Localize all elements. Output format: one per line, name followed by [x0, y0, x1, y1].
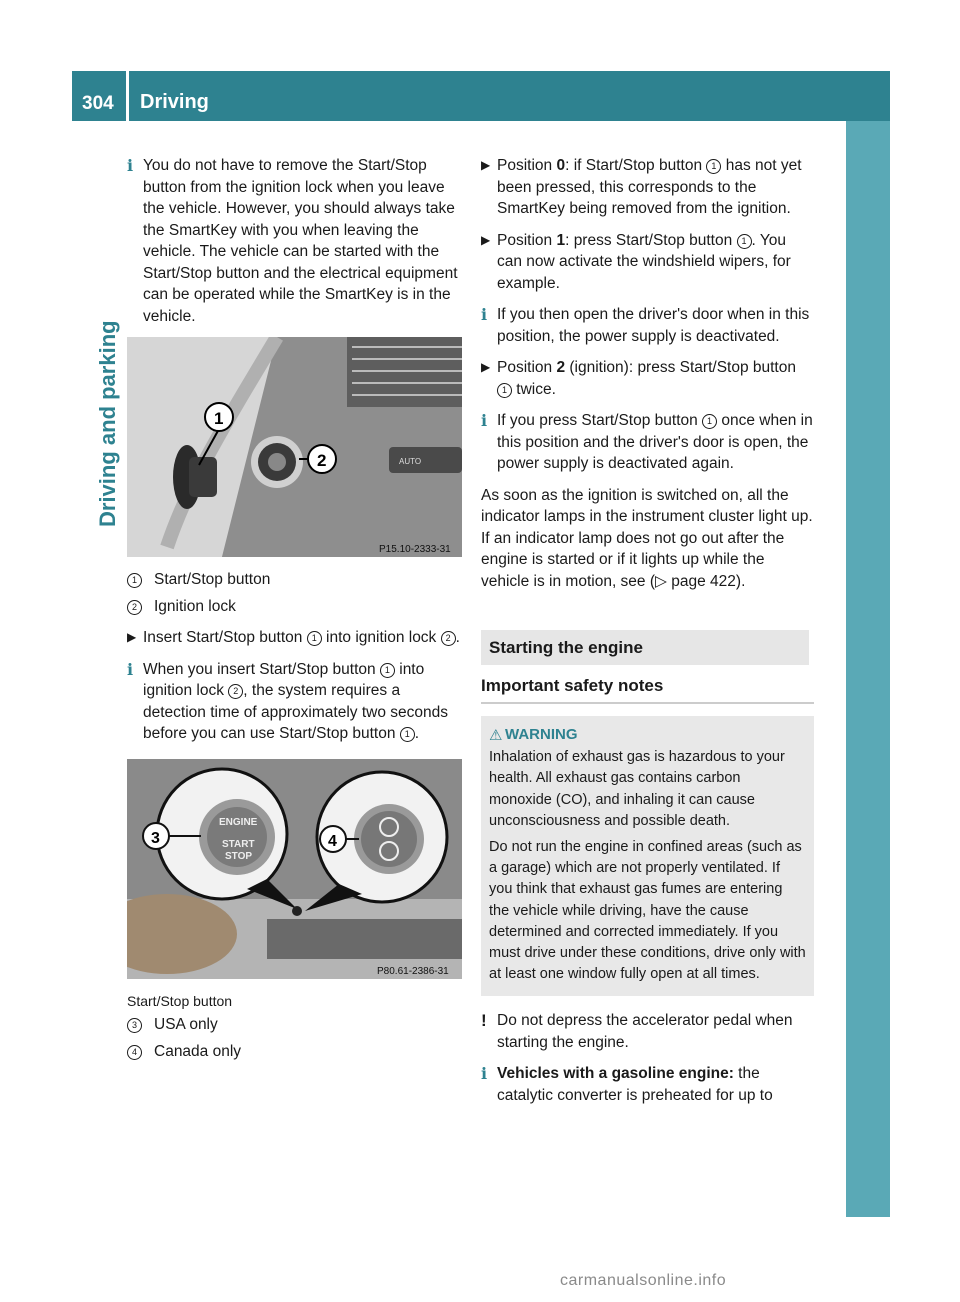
callout-1-icon: 1 — [307, 631, 322, 646]
step-text: Insert Start/Stop button — [143, 629, 307, 646]
side-title — [95, 100, 120, 530]
legend-text: Ignition lock — [154, 597, 236, 615]
legend-item-3 — [127, 1014, 462, 1036]
warning-box — [481, 716, 814, 996]
info-icon: i — [481, 1064, 488, 1084]
engine-label: ENGINE — [219, 816, 258, 828]
callout-1-icon: 1 — [127, 573, 142, 588]
step-text: into ignition lock — [321, 629, 441, 646]
photo-label-2: 2 — [317, 451, 327, 470]
step-arrow-icon: ▶ — [481, 360, 491, 374]
step-text: Position — [497, 359, 557, 376]
start-stop-illustration — [127, 759, 462, 979]
warning-title-text: WARNING — [505, 726, 578, 743]
callout-1-icon: 1 — [706, 159, 721, 174]
note-bold-text: Vehicles with a gasoline engine: — [497, 1065, 734, 1083]
info-icon: i — [127, 156, 134, 175]
note-text: When you insert Start/Stop button — [143, 660, 380, 678]
warning-title — [489, 724, 806, 745]
note-text: If you then open the driver's door when in this position, the power supply is deactivated. — [497, 306, 810, 345]
ignition-photo — [127, 337, 462, 557]
step-text: (ignition): press Start/Stop button — [565, 359, 796, 376]
note-text: the catalytic converter is preheated for up to — [497, 1065, 773, 1104]
page-ref-icon: ▷ — [655, 572, 667, 590]
section-heading: Starting the engine — [481, 630, 809, 665]
callout-4-icon: 4 — [127, 1045, 142, 1060]
legend-item-4 — [127, 1041, 462, 1063]
photo-label-4: 4 — [328, 832, 337, 850]
info-icon: i — [481, 305, 488, 324]
caution-text: Do not depress the accelerator pedal when starting the engine. — [497, 1012, 793, 1051]
info-note-2: i When you insert Start/Stop button 1 into ignition lock 2 , the system requires a detection time of approximately two seconds before you can use Start/Stop button 1 . — [127, 659, 448, 742]
callout-1-icon: 1 — [400, 727, 415, 742]
callout-1-icon: 1 — [380, 663, 395, 678]
step-position-0 — [481, 155, 814, 220]
photo-code: P15.10-2333-31 — [379, 544, 451, 555]
caution-note — [481, 1010, 814, 1053]
callout-1-icon: 1 — [497, 383, 512, 398]
warning-icon: ⚠ — [489, 727, 503, 744]
figure-caption: Start/Stop button — [127, 992, 233, 1009]
info-note-5 — [481, 1063, 814, 1106]
position-number: 2 — [556, 359, 566, 376]
legend-item-1 — [127, 569, 462, 591]
step-position-2 — [481, 357, 814, 400]
page-number: 304 — [82, 93, 114, 114]
info-note-4 — [481, 410, 814, 475]
step-text: . You can now activate the windshield wipers, for example. — [497, 231, 791, 292]
left-column — [127, 155, 462, 1067]
step-text: : press Start/Stop button — [565, 231, 737, 249]
warning-paragraph-2: Do not run the engine in confined areas (such as a garage) which are not properly ventilated. If you think that exhaust gas fumes are entering the vehicle while driving, have the cause determined and corrected immediately. If you must drive under these conditions, drive only with at least one window fully open at all times. — [489, 839, 806, 983]
note-text: You do not have to remove the Start/Stop button from the ignition lock when you leave the vehicle. However, you should always take the SmartKey with you when leaving the vehicle. The vehicle can be started with the Start/Stop button and the electrical equipment can be operated while the SmartKey is in the vehicle. — [143, 157, 458, 325]
legend-item-2 — [127, 596, 462, 618]
step-position-1 — [481, 230, 814, 295]
ignition-illustration — [127, 337, 462, 557]
legend-text: Canada only — [154, 1042, 242, 1060]
warning-paragraph-1: Inhalation of exhaust gas is hazardous to your health. All exhaust gas contains carbon monoxide (CO), and inhaling it can cause unconsciousness and possible death. — [489, 749, 785, 829]
callout-1-icon: 1 — [702, 414, 717, 429]
step-arrow-icon: ▶ — [481, 232, 491, 247]
body-paragraph — [481, 485, 814, 593]
step-text: has not yet been pressed, this corresponds to the SmartKey being removed from the ignition. — [497, 157, 802, 217]
step-text: Position — [497, 157, 557, 174]
page-reference-link[interactable]: page 422 — [671, 572, 736, 590]
note-text: , the system requires a detection time of approximately two seconds before you can use Start/Stop button — [143, 682, 448, 742]
footer-watermark: carmanualsonline.info — [560, 1272, 727, 1289]
start-label: START — [222, 838, 255, 850]
info-icon: i — [481, 411, 488, 430]
photo-label-3: 3 — [151, 829, 160, 847]
caution-icon: ! — [481, 1011, 487, 1031]
auto-label: AUTO — [399, 457, 422, 466]
start-stop-photo — [127, 759, 462, 979]
callout-2-icon: 2 — [127, 600, 142, 615]
step-arrow-icon: ▶ — [481, 158, 491, 172]
position-number: 0 — [556, 157, 566, 174]
legend-text: USA only — [154, 1016, 218, 1033]
chapter-title: Driving — [140, 91, 209, 113]
note-text: into ignition lock — [143, 660, 425, 699]
position-number: 1 — [556, 231, 566, 249]
step-text: twice. — [512, 380, 556, 398]
step-text: : if Start/Stop button — [565, 157, 707, 174]
header-divider — [126, 71, 129, 121]
subsection-heading: Important safety notes — [481, 675, 814, 705]
info-icon: i — [127, 659, 134, 679]
stop-label: STOP — [225, 850, 253, 862]
info-note-3 — [481, 304, 814, 347]
callout-1-icon: 1 — [737, 234, 752, 249]
side-title-text: Driving and parking — [95, 320, 120, 527]
step-insert: ▶ Insert Start/Stop button 1 into ignition lock 2 . — [127, 627, 462, 649]
photo-label-1: 1 — [214, 409, 224, 428]
info-note-1 — [127, 155, 462, 327]
body-text: ). — [735, 572, 746, 590]
callout-3-icon: 3 — [127, 1018, 142, 1033]
right-column — [481, 155, 814, 1116]
legend-text: Start/Stop button — [154, 571, 271, 588]
note-text: once when in this position and the driver's door is open, the power supply is deactivated again. — [497, 412, 813, 472]
photo-code: P80.61-2386-31 — [377, 965, 449, 977]
step-arrow-icon: ▶ — [127, 630, 137, 644]
side-tab — [846, 121, 890, 1217]
body-text: As soon as the ignition is switched on, all the indicator lamps in the instrument cluster light up. If an indicator lamp does not go out after the engine is started or if it lights up while the vehicle is in motion, see ( — [481, 486, 813, 590]
note-text: If you press Start/Stop button — [497, 412, 703, 429]
callout-2-icon: 2 — [441, 631, 456, 646]
callout-2-icon: 2 — [228, 684, 243, 699]
step-text: Position — [497, 231, 557, 249]
page-header — [72, 71, 890, 121]
